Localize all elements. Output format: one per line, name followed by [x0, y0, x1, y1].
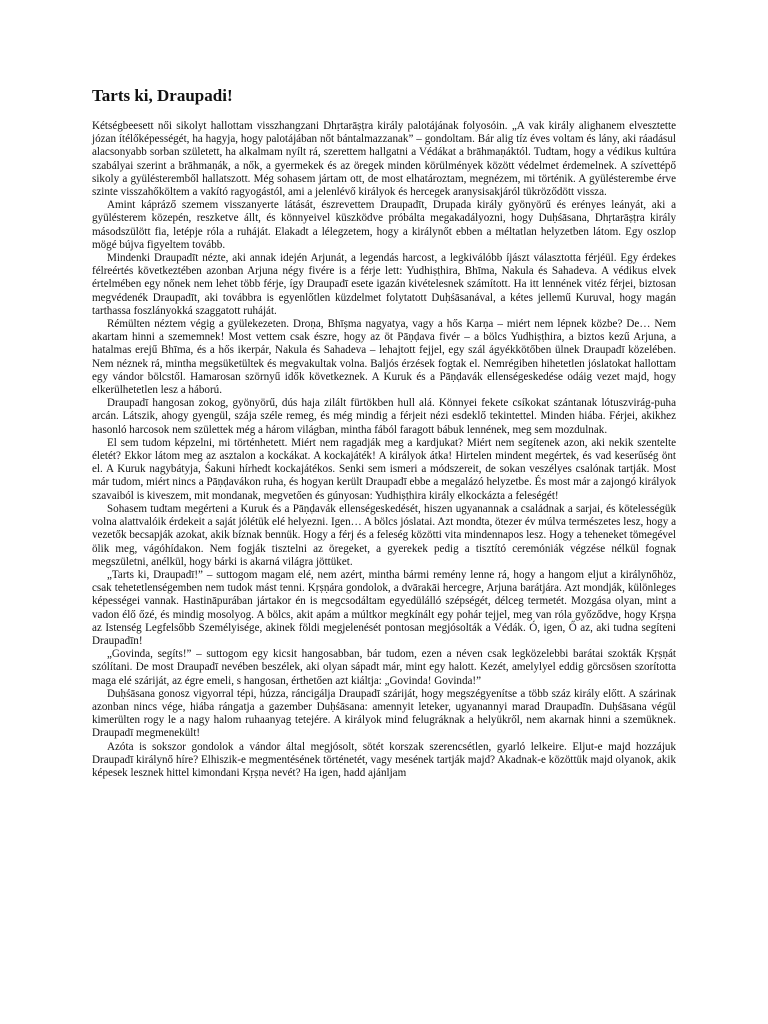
paragraph: Rémülten néztem végig a gyülekezeten. Droṇa, Bhīṣma nagyatya, vagy a hős Karṇa – miért nem lépnek közbe? De… Nem akartam hinni a szememnek! Most vettem csak észre, hogy az öt Pāṇḍava fivér – a bölcs Yudhiṣṭhira, a biztos kezű Arjuna, a hatalmas erejű Bhīma, és a hős ikerpár, Nakula és Sahadeva – lehajtott fejjel, egy szál ágyékkötőben ülnek Draupadī közelében. Nem néznek rá, mintha megsüketültek és megvakultak volna. Baljós érzések fogtak el. Nemrégiben hihetetlen jóslatokat hallottam egy vándor bölcstől. Hamarosan szörnyű idők következnek. A Kuruk és a Pāṇḍavák ellenségeskedése odáig vezet majd, hogy elkerülhetetlen lesz a háború. [92, 318, 676, 397]
paragraph: Duḥśāsana gonosz vigyorral tépi, húzza, ráncigálja Draupadī száriját, hogy megszégyenítse a több száz király előtt. A szárinak azonban nincs vége, hiába rángatja a gazember Duḥśāsana: amennyit leteker, ugyanannyi marad Draupadīn. Duḥśāsana végül kimerülten rogy le a nagy halom ruhaanyag tetejére. A királyok mind felugráknak a helyükről, nem akarnak hinni a szemüknek. Draupadī megmenekült! [92, 687, 676, 740]
document-title: Tarts ki, Draupadi! [92, 86, 233, 105]
paragraph: Kétségbeesett női sikolyt hallottam visszhangzani Dhṛtarāṣṭra király palotájának folyosóin. „A vak király alighanem elvesztette józan ítélőképességét, ha hagyja, hogy palotájában nőt bántalmazzanak” – gondoltam. Bár alig tíz éves voltam és lány, aki ráadásul alacsonyabb sorban született, ha alkalmam nyílt rá, szerettem hallgatni a Védákat a brāhmaṇáktól. Tudtam, hogy a védikus kultúra szabályai szerint a brāhmaṇák, a nők, a gyermekek és az öregek minden körülmények között védelmet érdemelnek. A szívettépő sikoly a gyülésteremből hallatszott. Még sohasem jártam ott, de most elhatároztam, megnézem, mi történik. A gyülésterembe érve szinte visszahőköltem a vakító ragyogástól, ami a jelenlévő királyok és hercegek aranysisakjáról tükröződött vissza. [92, 120, 676, 199]
paragraph: Amint kápráző szemem visszanyerte látását, észrevettem Draupadīt, Drupada király gyönyörű és erényes leányát, aki a gyülésterem közepén, reszketve állt, és könnyeivel küszködve próbálta megakadályozni, hogy Duḥśāsana, Dhṛtarāṣṭra király másodszülött fia, letépje róla a ruháját. Elakadt a lélegzetem, hogy a királynőt ebben a méltatlan helyzetben látom. Egy oszlop mögé bújva figyeltem tovább. [92, 199, 676, 251]
document-body [92, 120, 676, 780]
document-page [92, 86, 676, 780]
paragraph: Azóta is sokszor gondolok a vándor által megjósolt, sötét korszak szerencsétlen, gyarló lelkeire. Eljut-e majd hozzájuk Draupadī királynő híre? Elhiszik-e megmentésének történetét, vagy mesének tartják majd? Akadnak-e közöttük majd olyanok, akik képesek lesznek hittel kimondani Kṛṣṇa nevét? Ha igen, hadd ajánljam [92, 740, 676, 779]
paragraph: „Tarts ki, Draupadī!” – suttogom magam elé, nem azért, mintha bármi remény lenne rá, hogy a hangom eljut a királynőhöz, csak tehetetlenségemben nem tudok mást tenni. Kṛṣṇára gondolok, a dvārakāi hercegre, Arjuna barátjára. Azt mondják, különleges képességei vannak. Hastināpurában jártakor én is megcsodáltam egyedülálló szépségét, délceg termetét. Mozgása olyan, mint a vadon élő őzé, és mindig mosolyog. A bölcs, akit apám a múltkor megkínált egy pohár tejjel, meg van róla győződve, hogy Kṛṣṇa az Istenség Legfelsőbb Személyisége, akinek földi megjelenését pontosan megjósolták a Védák. Ó, igen, Ő az, aki tudna segíteni Draupadīn! [92, 568, 676, 647]
paragraph: Sohasem tudtam megérteni a Kuruk és a Pāṇḍavák ellenségeskedését, hiszen ugyanannak a családnak a sarjai, és kötelességük volna alattvalóik érdekeit a saját jólétük elé helyezni. Igen… A bölcs jóslatai. Azt mondta, ötezer év múlva természetes lesz, hogy a vezetők becsapják azokat, akik bíznak bennük. Hogy a férj és a feleség közötti vita mindennapos lesz. Hogy a teheneket tömegével ölik meg, vágóhídakon. Nem fogják tisztelni az öregeket, a gyerekek pedig a tisztító ceremóniák végzése nélkül fognak megszületni, anélkül, hogy bárki is akarná világra jöttüket. [92, 502, 676, 568]
paragraph: El sem tudom képzelni, mi történhetett. Miért nem ragadják meg a kardjukat? Miért nem segítenek azon, aki nekik szentelte életét? Ekkor látom meg az asztalon a kockákat. A kockajáték! A királyok átka! Hirtelen mindent megértek, és vad keserűség önt el. A Kuruk nagybátyja, Śakuni hírhedt kockajátékos. Senki sem ismeri a módszereit, de sokan veszélyes csalónak tartják. Most már tudom, miért nincs a Pāṇḍavákon ruha, és hogyan került Draupadī ebbe a megalázó helyzetbe. És most már a zajongó királyok szavaiból is kiveszem, mit mondanak, megvetően és gúnyosan: Yudhiṣṭhira király elkockázta a feleségét! [92, 436, 676, 502]
paragraph: Draupadī hangosan zokog, gyönyörű, dús haja zilált fürtökben hull alá. Könnyei fekete csíkokat szántanak lótuszvirág-puha arcán. Látszik, ahogy gyengül, szája széle remeg, és még mindig a férjeit nézi esdeklő tekintettel. Minden hiába. Férjei, akikhez hasonló harcosok nem születtek még a három világban, mintha fából faragott bábuk lennének, meg sem mozdulnak. [92, 397, 676, 436]
paragraph: „Govinda, segíts!” – suttogom egy kicsit hangosabban, bár tudom, ezen a néven csak legközelebbi barátai szokták Kṛṣṇát szólítani. De most Draupadī nevében beszélek, aki olyan sápadt már, mint egy halott. Kezét, amelylyel eddig görcsösen szorította maga elé száriját, az égre emeli, s hangosan, érthetően azt kiáltja: „Govinda! Govinda!” [92, 648, 676, 687]
paragraph: Mindenki Draupadīt nézte, aki annak idején Arjunát, a legendás harcost, a legkiválóbb íjászt választotta férjéül. Egy érdekes félreértés következtében azonban Arjuna négy fivére is a férje lett: Yudhiṣṭhira, Bhīma, Nakula és Sahadeva. A védikus elvek értelmében egy nőnek nem lehet több férje, így Draupadī esete igazán kivételesnek számított. Ha itt lennének vitéz férjei, biztosan megvédenék Draupadīt, aki továbbra is egyenlőtlen küzdelmet folytatott Duḥśāsanával, a kétes jellemű Kuruval, hogy magán tarthassa foszlányokká szaggatott ruháját. [92, 252, 676, 317]
